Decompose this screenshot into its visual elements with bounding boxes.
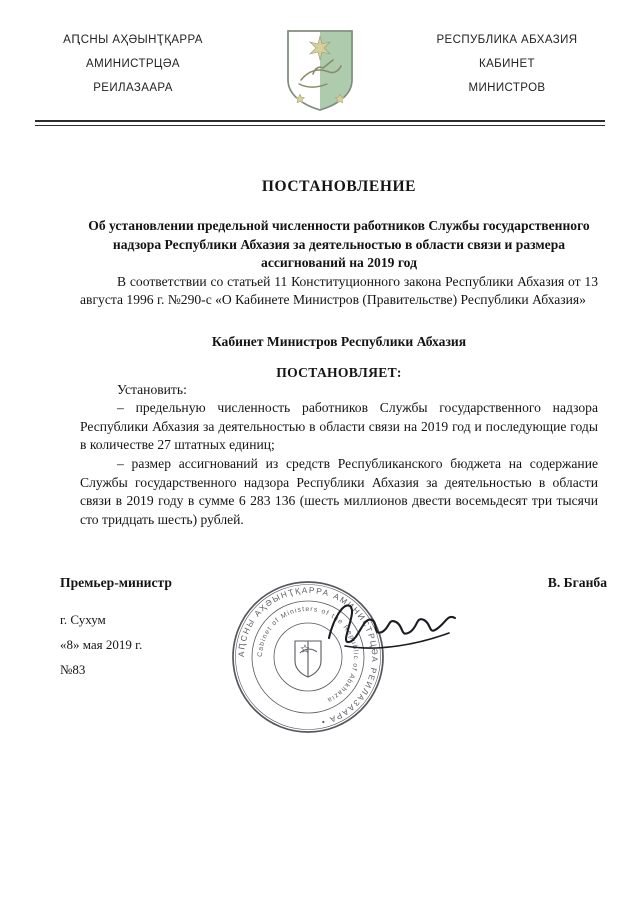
footer-block <box>60 607 640 682</box>
coat-of-arms-icon <box>283 28 357 112</box>
preamble-paragraph: В соответствии со статьей 11 Конституционного закона Республики Абхазия от 13 августа 1996 г. №290-с «О Кабинете Министров (Правительстве) Республики Абхазия» <box>80 273 598 308</box>
header-divider <box>35 120 605 126</box>
letterhead-abkhaz-line2: АМИНИСТРЦӘА <box>86 58 180 70</box>
letterhead-abkhaz-line3: РЕИЛАЗААРА <box>93 82 173 94</box>
signature-row <box>60 575 607 591</box>
letterhead-russian-line1: РЕСПУБЛИКА АБХАЗИЯ <box>436 34 578 46</box>
stamp-inner-ring-text: Cabinet of Ministers of the Republic of Abkhazia <box>256 605 360 704</box>
footer-date: «8» мая 2019 г. <box>60 637 143 653</box>
letterhead-russian-line3: МИНИСТРОВ <box>468 82 546 94</box>
stamp-outer-ring-text: АԤСНЫ АҲӘЫНҬҚАРРА АМИНИСТРЦӘА РЕИЛАЗААРА • <box>236 585 380 727</box>
letterhead <box>0 0 640 112</box>
footer-city: г. Сухум <box>60 612 106 628</box>
signatory-name: В. Бганба <box>547 575 607 591</box>
document-title: ПОСТАНОВЛЕНИЕ <box>261 178 417 195</box>
document-subject: Об установлении предельной численности работников Службы государственного надзора Республики Абхазия за деятельностью в области связи и размера ассигнований на 2019 год <box>88 218 590 270</box>
issuer-line: Кабинет Министров Республики Абхазия <box>211 333 467 349</box>
decree-word: ПОСТАНОВЛЯЕТ: <box>276 364 402 380</box>
document-body <box>0 178 640 529</box>
letterhead-russian <box>412 28 602 100</box>
body-item-2: – размер ассигнований из средств Республиканского бюджета на содержание Службы государственного надзора Республики Абхазия за деятельностью в области связи в 2019 году в сумме 6 283 136 (шесть миллионов двести восемьдесят три тысячи сто тридцать шесть) рублей. <box>80 456 598 527</box>
letterhead-russian-line2: КАБИНЕТ <box>479 58 535 70</box>
body-intro: Установить: <box>117 381 187 397</box>
body-item-1: – предельную численность работников Службы государственного надзора Республики Абхазия за деятельностью в области связи на 2019 год и последующие годы в количестве 27 штатных единиц; <box>80 400 598 453</box>
letterhead-abkhaz <box>38 28 228 100</box>
letterhead-abkhaz-line1: АԤСНЫ АҲӘЫНҬҚАРРА <box>63 34 203 46</box>
signatory-role: Премьер-министр <box>60 575 172 591</box>
footer-number: №83 <box>60 662 86 678</box>
